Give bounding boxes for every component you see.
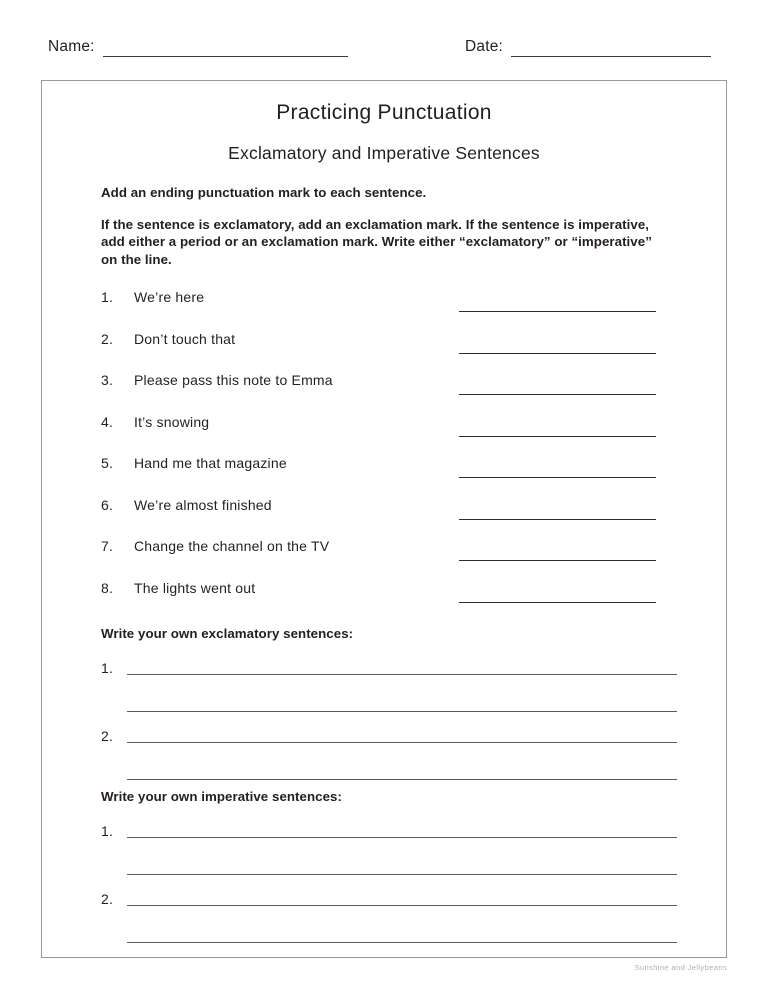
sentence-item	[101, 580, 711, 622]
writing-line[interactable]	[127, 742, 677, 743]
item-sentence: Change the channel on the TV	[134, 538, 330, 554]
answer-write-line[interactable]	[459, 394, 656, 395]
student-info-header	[48, 38, 720, 64]
item-number: 7.	[101, 538, 114, 554]
writing-prompt	[101, 660, 721, 728]
date-label: Date:	[465, 38, 504, 55]
sentence-item	[101, 331, 711, 373]
worksheet-frame	[41, 80, 727, 958]
writing-prompt	[101, 728, 721, 796]
item-sentence: We’re here	[134, 289, 205, 305]
prompt-number: 1.	[101, 660, 114, 676]
writing-prompt	[101, 823, 721, 891]
section-heading: Write your own exclamatory sentences:	[101, 626, 354, 641]
exclamatory-writing-section	[101, 626, 721, 796]
writing-line[interactable]	[127, 711, 677, 712]
sentence-item	[101, 372, 711, 414]
answer-write-line[interactable]	[459, 436, 656, 437]
instruction-line-2: If the sentence is exclamatory, add an exclamation mark. If the sentence is imperative, add either a period or an exclamation mark. Write either “exclamatory” or “imperative” on the line.	[101, 216, 652, 267]
item-number: 6.	[101, 496, 114, 513]
answer-write-line[interactable]	[459, 477, 656, 478]
name-field	[48, 38, 348, 57]
answer-write-line[interactable]	[459, 353, 656, 354]
writing-line[interactable]	[127, 674, 677, 675]
instructions	[101, 184, 671, 268]
prompt-number: 2.	[101, 728, 114, 744]
name-write-line[interactable]	[103, 41, 348, 57]
answer-write-line[interactable]	[459, 602, 656, 603]
page-subtitle: Exclamatory and Imperative Sentences	[228, 143, 540, 163]
item-number: 3.	[101, 372, 114, 388]
writing-line[interactable]	[127, 874, 677, 875]
date-field	[465, 38, 711, 57]
item-number: 2.	[101, 330, 114, 347]
item-sentence: We’re almost finished	[134, 496, 272, 513]
writing-prompt	[101, 891, 721, 959]
sentence-item	[101, 414, 711, 456]
instruction-line-1: Add an ending punctuation mark to each sentence.	[101, 185, 427, 200]
writing-line[interactable]	[127, 837, 677, 838]
writing-line[interactable]	[127, 942, 677, 943]
sentence-item	[101, 497, 711, 539]
writing-line[interactable]	[127, 905, 677, 906]
item-number: 5.	[101, 455, 114, 471]
answer-write-line[interactable]	[459, 311, 656, 312]
sentence-list	[101, 289, 711, 621]
item-number: 1.	[101, 289, 114, 305]
sentence-item	[101, 538, 711, 580]
item-sentence: It’s snowing	[134, 413, 210, 430]
sentence-item	[101, 455, 711, 497]
item-sentence: Don’t touch that	[134, 330, 236, 347]
sentence-item	[101, 289, 711, 331]
answer-write-line[interactable]	[459, 560, 656, 561]
page-title: Practicing Punctuation	[276, 101, 492, 124]
item-sentence: Hand me that magazine	[134, 455, 287, 471]
name-label: Name:	[48, 38, 95, 55]
answer-write-line[interactable]	[459, 519, 656, 520]
item-number: 4.	[101, 413, 114, 430]
item-sentence: The lights went out	[134, 579, 256, 596]
prompt-number: 2.	[101, 891, 114, 907]
item-number: 8.	[101, 579, 114, 596]
section-heading: Write your own imperative sentences:	[101, 789, 342, 804]
writing-line[interactable]	[127, 779, 677, 780]
date-write-line[interactable]	[511, 41, 711, 57]
imperative-writing-section	[101, 789, 721, 959]
publisher-credit: Sunshine and Jellybeans	[634, 963, 727, 972]
item-sentence: Please pass this note to Emma	[134, 372, 333, 388]
prompt-number: 1.	[101, 823, 114, 839]
